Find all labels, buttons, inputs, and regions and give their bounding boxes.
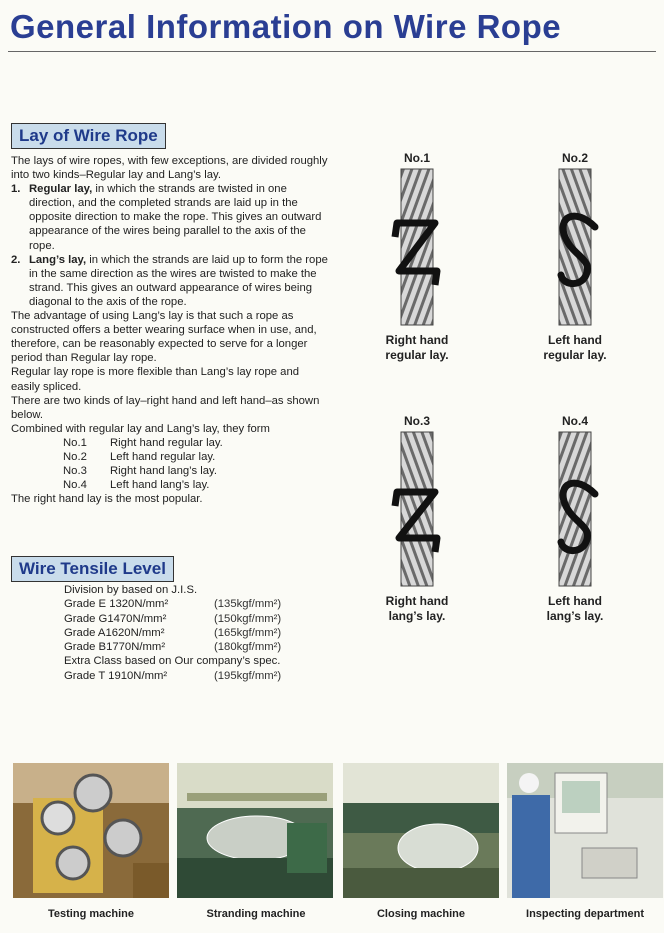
page-title: General Information on Wire Rope	[10, 8, 562, 45]
extra-class-note: Extra Class based on Our company’s spec.	[64, 655, 281, 668]
grade-row	[64, 612, 281, 626]
title-divider	[8, 51, 656, 52]
grade-value: Grade A1620N/mm²	[64, 626, 165, 639]
figure-caption	[510, 594, 640, 624]
figure-number: No.1	[403, 151, 430, 165]
grade-kgf: (135kgf/mm²)	[214, 598, 282, 611]
photo-caption: Inspecting department	[526, 908, 644, 920]
figure-number: No.2	[561, 151, 588, 165]
paragraph: The advantage of using Lang’s lay is that such a rope as constructed offers a better wearing surface when in use, and, therefore, can be reasonably expected to serve for a longer period than Regular lay rope.	[11, 310, 317, 365]
lay-combinations	[63, 436, 331, 492]
figure-no3	[352, 414, 482, 624]
combo-row	[63, 478, 331, 492]
grade-row	[64, 597, 281, 611]
left-hand-langs-lay-icon	[535, 430, 615, 588]
photo-caption: Closing machine	[376, 908, 466, 920]
item-text: in which the strands are laid up to form the rope in the same direction as the wires are twisted to make the strand. This gives an outward appearance of wires being diagonal to the axis of the rope.	[29, 253, 328, 308]
photo-caption: Stranding machine	[206, 908, 306, 920]
combo-desc: Right hand lang’s lay.	[110, 465, 217, 478]
figure-caption	[510, 333, 640, 363]
grade-kgf: (150kgf/mm²)	[214, 612, 282, 625]
left-hand-regular-lay-icon	[535, 167, 615, 327]
grade-kgf: (165kgf/mm²)	[214, 626, 282, 639]
item-text: in which the strands are twisted in one direction, and the completed strands are laid up in the opposite direction to make the rope. This gives an outward appearance of the wires being parallel to the axis of the rope.	[29, 183, 322, 252]
grade-value: Grade B1770N/mm²	[64, 641, 166, 654]
list-item	[11, 253, 331, 309]
caption-line: lang’s lay.	[546, 609, 604, 623]
lay-intro: The lays of wire ropes, with few exceptions, are divided roughly into two kinds–Regular lay and Lang’s lay.	[11, 155, 328, 182]
figure-caption	[352, 333, 482, 363]
tensile-heading: Wire Tensile Level	[11, 556, 174, 582]
combo-desc: Right hand regular lay.	[110, 436, 223, 449]
figure-no2	[510, 151, 640, 363]
paragraph: Regular lay rope is more flexible than Lang’s lay rope and easily spliced.	[11, 366, 300, 393]
caption-line: lang’s lay.	[388, 609, 446, 623]
right-hand-langs-lay-icon	[377, 430, 457, 588]
stranding-machine-photo	[177, 763, 333, 898]
combo-no: No.2	[63, 450, 87, 463]
caption-line: Left hand	[548, 594, 602, 608]
division-note: Division by based on J.I.S.	[64, 584, 198, 596]
item-term: Lang’s lay,	[29, 253, 87, 266]
combo-row	[63, 450, 331, 464]
lay-heading: Lay of Wire Rope	[11, 123, 166, 149]
combo-desc: Left hand lang’s lay.	[110, 479, 210, 492]
grade-row	[64, 669, 281, 683]
grade-value: Grade E 1320N/mm²	[64, 598, 169, 611]
combo-desc: Left hand regular lay.	[110, 450, 216, 463]
combo-no: No.1	[63, 436, 87, 449]
figure-caption	[352, 594, 482, 624]
combo-row	[63, 436, 331, 450]
inspecting-department-photo	[507, 763, 663, 898]
figure-no4	[510, 414, 640, 624]
grade-kgf: (180kgf/mm²)	[214, 641, 282, 654]
lay-body	[11, 154, 331, 506]
testing-machine-photo	[13, 763, 169, 898]
grade-row	[64, 640, 281, 654]
paragraph: There are two kinds of lay–right hand and left hand–as shown below.	[11, 394, 320, 421]
grade-kgf: (195kgf/mm²)	[214, 669, 282, 682]
figure-number: No.4	[561, 414, 588, 428]
item-number: 2.	[11, 253, 21, 266]
closing-machine-photo	[343, 763, 499, 898]
paragraph: Combined with regular lay and Lang’s lay, they form	[11, 422, 270, 435]
combo-no: No.4	[63, 479, 87, 492]
closing-note: The right hand lay is the most popular.	[11, 493, 203, 506]
item-term: Regular lay,	[29, 183, 93, 196]
caption-line: regular lay.	[385, 348, 449, 362]
grade-value: Grade T 1910N/mm²	[64, 669, 168, 682]
item-number: 1.	[11, 183, 21, 196]
combo-row	[63, 464, 331, 478]
list-item	[11, 182, 331, 252]
combo-no: No.3	[63, 465, 87, 478]
tensile-list	[64, 583, 281, 683]
caption-line: Left hand	[548, 333, 602, 347]
caption-line: Right hand	[385, 333, 449, 347]
figure-no1	[352, 151, 482, 363]
photo-caption: Testing machine	[48, 908, 134, 920]
right-hand-regular-lay-icon	[377, 167, 457, 327]
caption-line: regular lay.	[543, 348, 607, 362]
grade-row	[64, 626, 281, 640]
caption-line: Right hand	[385, 594, 449, 608]
grade-value: Grade G1470N/mm²	[64, 612, 167, 625]
figure-number: No.3	[403, 414, 430, 428]
